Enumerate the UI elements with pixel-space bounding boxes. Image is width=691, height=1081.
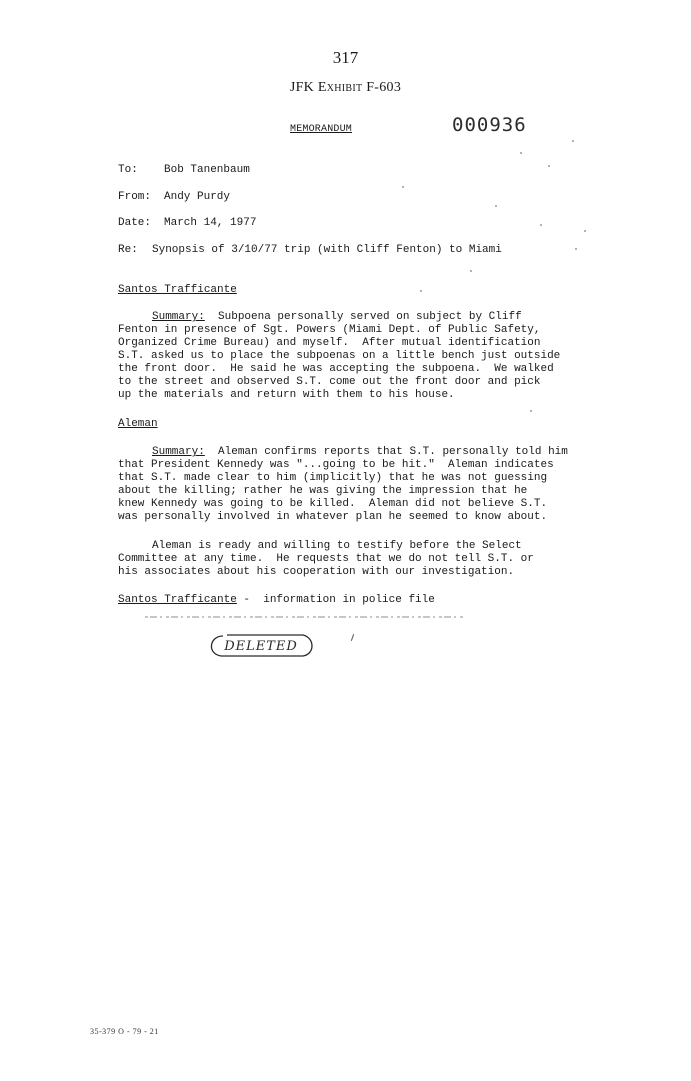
memo-title: MEMORANDUM (290, 124, 353, 135)
body-text: Subpoena personally served on subject by Cliff (218, 311, 522, 323)
section-heading-trafficante: Santos Trafficante (118, 284, 237, 296)
scan-speck (495, 205, 497, 207)
scan-speck (548, 165, 550, 167)
scan-speck (584, 230, 586, 232)
scan-speck (575, 248, 577, 250)
from-value: Andy Purdy (164, 191, 231, 203)
scan-speck (572, 140, 574, 142)
date-line (118, 217, 256, 229)
s2-line: that President Kennedy was "...going to be hit." Aleman indicates (118, 459, 554, 471)
to-value: Bob Tanenbaum (164, 164, 250, 176)
to-label: To: (118, 164, 138, 176)
re-value: Synopsis of 3/10/77 trip (with Cliff Fenton) to Miami (152, 244, 502, 256)
s2-line: that S.T. made clear to him (implicitly) that he was not guessing (118, 472, 548, 484)
document-number: 000936 (452, 114, 527, 136)
deleted-stamp-text: DELETED (224, 639, 298, 654)
s2-para2-line: Committee at any time. He requests that we do not tell S.T. or (118, 553, 534, 565)
page-number: 317 (332, 48, 359, 67)
s2-line: knew Kennedy was going to be killed. Aleman did not believe S.T. (118, 498, 548, 510)
deleted-stamp (203, 630, 317, 660)
s1-line: Organized Crime Bureau) and myself. After mutual identification (118, 337, 541, 349)
print-code-footer: 35-379 O - 79 - 21 (90, 1027, 159, 1036)
to-line (118, 164, 250, 176)
summary-label: Summary: (152, 311, 205, 323)
scan-speck (540, 224, 542, 226)
date-value: March 14, 1977 (164, 217, 257, 229)
from-line (118, 191, 230, 203)
pen-mark (351, 634, 354, 641)
summary-label: Summary: (152, 446, 205, 458)
section-heading-text: Santos Trafficante (118, 594, 237, 606)
s2-line: about the killing; rather he was giving the impression that he (118, 485, 528, 497)
scan-speck (470, 270, 472, 272)
re-label: Re: (118, 244, 138, 256)
s1-line (152, 311, 522, 323)
body-text: Aleman confirms reports that S.T. personally told him (218, 446, 568, 458)
exhibit-title: JFK Exhibit F-603 (289, 80, 402, 95)
scan-speck (402, 186, 404, 188)
scan-speck (520, 152, 522, 154)
re-line (118, 244, 502, 256)
section-heading-police-file (118, 594, 435, 606)
s1-line: S.T. asked us to place the subpoenas on a little bench just outside (118, 350, 561, 362)
redaction-line (145, 614, 465, 620)
date-label: Date: (118, 217, 152, 229)
s1-line: Fenton in presence of Sgt. Powers (Miami Dept. of Public Safety, (118, 324, 541, 336)
section-heading-rest: - information in police file (236, 594, 435, 606)
scan-speck (420, 290, 422, 292)
scan-speck (530, 410, 532, 412)
s1-line: to the street and observed S.T. come out the front door and pick (118, 376, 541, 388)
from-label: From: (118, 191, 152, 203)
s2-line (152, 446, 568, 458)
s1-line: the front door. He said he was accepting the subpoena. We walked (118, 363, 554, 375)
section-heading-aleman: Aleman (118, 418, 158, 430)
s2-para2-line: Aleman is ready and willing to testify before the Select (152, 540, 522, 552)
s2-para2-line: his associates about his cooperation with our investigation. (118, 566, 515, 578)
s2-line: was personally involved in whatever plan he seemed to know about. (118, 511, 548, 523)
s1-line: up the materials and return with them to his house. (118, 389, 455, 401)
